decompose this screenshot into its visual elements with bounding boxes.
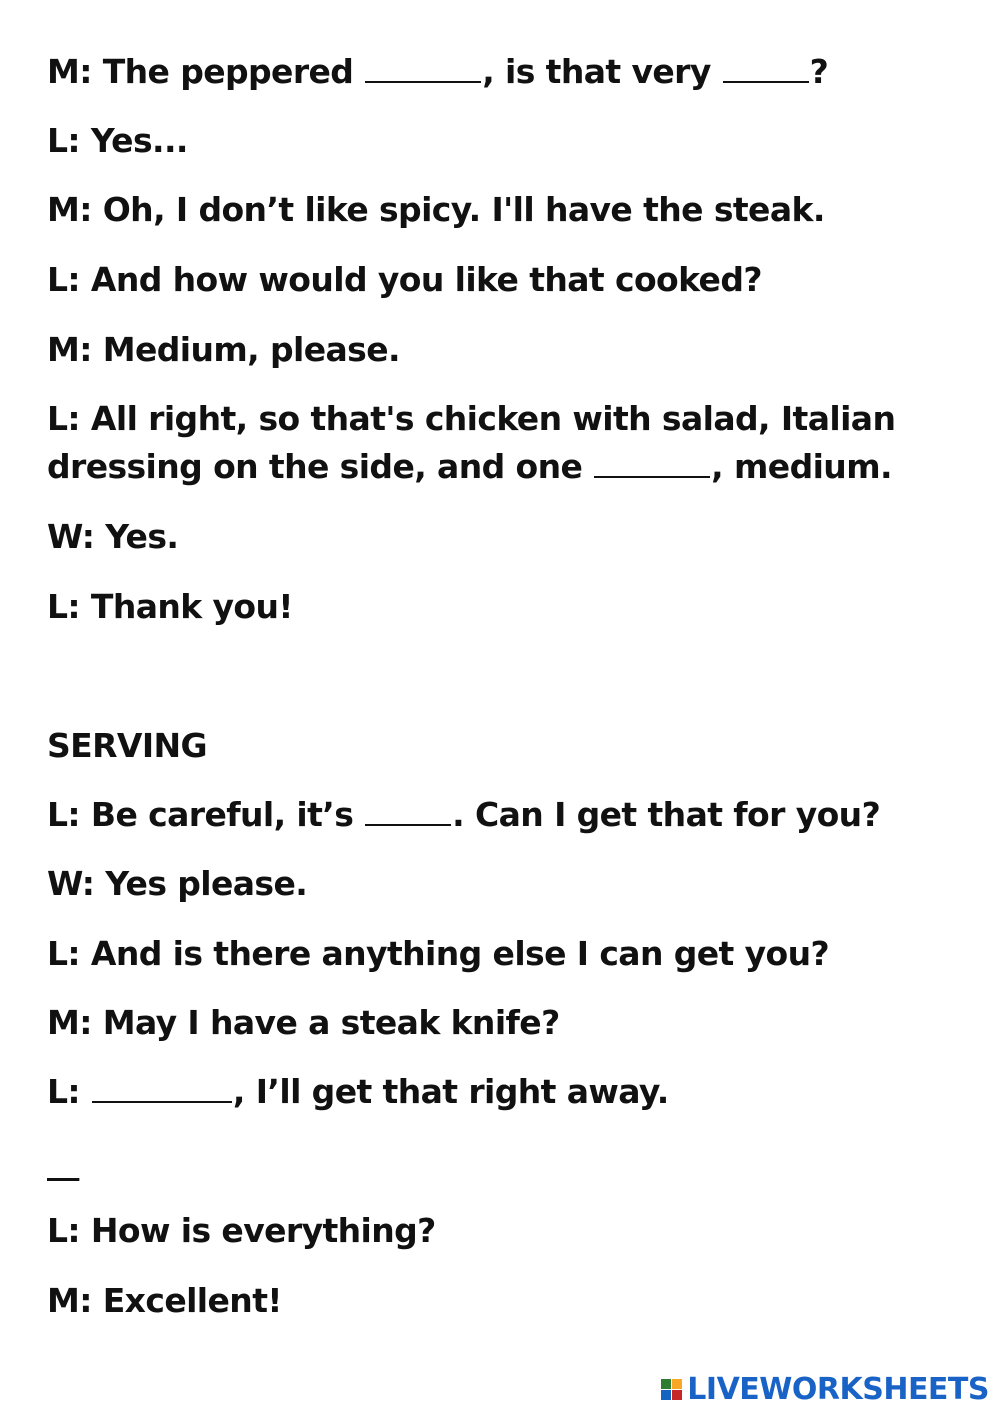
line-text: L: All right, so that's chicken with salad, Italian dressing on the side, and one xyxy=(47,399,896,486)
serving-line-4: M: May I have a steak knife? xyxy=(47,1003,560,1042)
blank-3-input[interactable] xyxy=(594,450,710,478)
serving-line-2: W: Yes please. xyxy=(47,864,308,903)
dialogue-line-5: M: Medium, please. xyxy=(47,330,400,369)
line-text: ? xyxy=(809,52,829,91)
line-text: , is that very xyxy=(482,52,722,91)
liveworksheets-logo xyxy=(661,1373,989,1407)
liveworksheets-logo-icon xyxy=(661,1377,683,1403)
serving-line-5 xyxy=(47,1068,909,1116)
dialogue-line-6 xyxy=(47,395,909,491)
section-heading-serving: SERVING xyxy=(47,726,208,765)
serving-line-6: L: How is everything? xyxy=(47,1211,436,1250)
dialogue-line-1 xyxy=(47,48,909,96)
line-text: L: Be careful, it’s xyxy=(47,795,365,834)
line-text: , I’ll get that right away. xyxy=(232,1072,669,1111)
line-text: . Can I get that for you? xyxy=(452,795,881,834)
serving-line-7: M: Excellent! xyxy=(47,1281,282,1320)
blank-5-input[interactable] xyxy=(92,1075,232,1103)
serving-line-1 xyxy=(47,791,909,839)
line-text: M: The peppered xyxy=(47,52,365,91)
line-text: , medium. xyxy=(711,447,892,486)
blank-4-input[interactable] xyxy=(365,798,451,826)
separator: __ xyxy=(47,1142,79,1181)
dialogue-line-7: W: Yes. xyxy=(47,517,179,556)
blank-2-input[interactable] xyxy=(723,55,809,83)
dialogue-line-8: L: Thank you! xyxy=(47,587,293,626)
serving-line-3: L: And is there anything else I can get you? xyxy=(47,934,830,973)
dialogue-line-2: L: Yes... xyxy=(47,121,188,160)
dialogue-line-3: M: Oh, I don’t like spicy. I'll have the steak. xyxy=(47,190,825,229)
logo-text: LIVEWORKSHEETS xyxy=(687,1372,989,1407)
dialogue-line-4: L: And how would you like that cooked? xyxy=(47,260,762,299)
blank-1-input[interactable] xyxy=(365,55,481,83)
line-text: L: xyxy=(47,1072,91,1111)
